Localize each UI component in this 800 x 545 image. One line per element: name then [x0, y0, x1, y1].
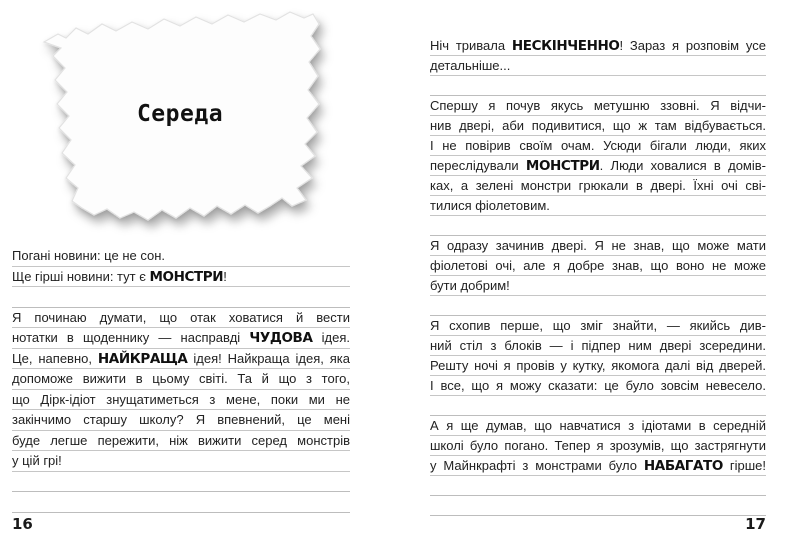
text-line	[12, 267, 350, 288]
text-line	[430, 276, 766, 296]
page-number-left: 16	[12, 515, 33, 533]
emphasis-word: НЕСКІНЧЕННО	[511, 38, 620, 54]
text-line	[430, 416, 766, 436]
text-line	[12, 451, 350, 472]
text-segment: Я одразу зачинив двері. Я не знав, що може мати	[430, 238, 766, 253]
page-left-text	[12, 246, 350, 513]
text-segment: Це, напевно,	[12, 350, 98, 366]
text-segment: бути добрим!	[430, 278, 510, 293]
text-segment: закінчимо старшу школу? Я впевнений, це мені	[12, 412, 350, 427]
text-line	[430, 196, 766, 216]
text-line	[430, 236, 766, 256]
text-segment: нотатки в щоденнику — насправді	[12, 330, 250, 345]
text-line	[12, 410, 350, 431]
text-line	[430, 256, 766, 276]
ruled-line	[430, 76, 766, 96]
text-line	[430, 336, 766, 356]
text-segment: у цій грі!	[12, 453, 62, 468]
text-segment: що Дірк-ідіот знущатиметься з мене, поки ми не	[12, 391, 350, 407]
text-segment: нив двері, аби подивитися, що ж там відбувається.	[430, 118, 766, 133]
text-segment: Погані новини: це не сон.	[12, 248, 166, 263]
text-segment: А я ще думав, що навчатися з ідіотами в середній	[430, 418, 766, 433]
page-number-right: 17	[745, 515, 766, 533]
ruled-line	[12, 287, 350, 308]
text-segment: школі було погано. Тепер я зрозумів, що застрягнути	[430, 438, 766, 453]
ruled-line	[12, 472, 350, 493]
text-segment: Ніч тривала	[430, 38, 512, 53]
emphasis-word: НАЙКРАЩА	[97, 350, 188, 367]
ruled-line	[430, 496, 766, 516]
text-segment: буде легше пережити, ніж вижити серед монстрів	[12, 432, 350, 448]
text-line	[12, 349, 350, 370]
text-segment: Я схопив перше, що зміг знайти, — якийсь див-	[430, 318, 766, 333]
text-segment: фіолетові очі, але я добре знав, що воно не може	[430, 258, 766, 273]
text-segment: Спершу я почув якусь метушню ззовні. Я відчи-	[430, 98, 766, 113]
text-line	[12, 390, 350, 411]
text-segment: Решту ночі я провів у кутку, якомога далі від дверей.	[430, 358, 766, 373]
ruled-line	[430, 216, 766, 236]
text-line	[430, 456, 766, 476]
text-segment: ідея! Найкраща ідея, яка	[187, 350, 350, 366]
text-line	[430, 36, 766, 56]
text-line	[12, 308, 350, 329]
text-line	[430, 316, 766, 336]
text-segment: Ще гірші новини: тут є	[12, 268, 150, 284]
text-segment: детальніше...	[430, 58, 511, 73]
text-line	[12, 246, 350, 267]
text-segment: ! Зараз я розповім усе	[619, 38, 766, 53]
page-right-text	[430, 36, 766, 516]
emphasis-word: МОНСТРИ	[525, 158, 600, 174]
text-segment: тилися фіолетовим.	[430, 198, 550, 213]
text-segment: ний стіл з блоків — і підпер ним двері зсередини.	[430, 338, 766, 353]
text-line	[430, 436, 766, 456]
text-line	[12, 431, 350, 452]
text-line	[430, 176, 766, 196]
emphasis-word: МОНСТРИ	[149, 268, 224, 285]
text-line	[430, 96, 766, 116]
text-line	[12, 369, 350, 390]
ruled-line	[430, 396, 766, 416]
text-segment: !	[223, 268, 227, 284]
text-segment: переслідували	[430, 158, 526, 173]
text-line	[430, 56, 766, 76]
text-segment: ідея.	[312, 330, 351, 345]
text-segment: І все, що я можу сказати: це було зовсім невесело.	[430, 378, 766, 393]
ruled-line	[430, 296, 766, 316]
text-segment: ках, а зелені монстри грюкали в двері. Їхні очі сві-	[430, 178, 766, 193]
text-line	[12, 328, 350, 349]
emphasis-word: ЧУДОВА	[249, 330, 313, 346]
text-segment: І не повірив своїм очам. Усюди бігали люди, яких	[430, 138, 766, 153]
text-line	[430, 116, 766, 136]
text-line	[430, 376, 766, 396]
text-segment: гірше!	[722, 458, 766, 473]
torn-paper-note	[14, 4, 346, 242]
text-line	[430, 136, 766, 156]
text-line	[430, 356, 766, 376]
note-day-title: Середа	[136, 101, 224, 127]
ruled-line	[12, 492, 350, 513]
ruled-line	[430, 476, 766, 496]
text-line	[430, 156, 766, 176]
text-segment: у Майнкрафті з монстрами було	[430, 458, 644, 473]
text-segment: допоможе вижити в цьому світі. Та й що з того,	[12, 371, 350, 386]
text-segment: . Люди ховалися в домів-	[599, 158, 766, 173]
text-segment: Я починаю думати, що отак ховатися й вести	[12, 309, 350, 325]
emphasis-word: НАБАГАТО	[643, 458, 723, 474]
